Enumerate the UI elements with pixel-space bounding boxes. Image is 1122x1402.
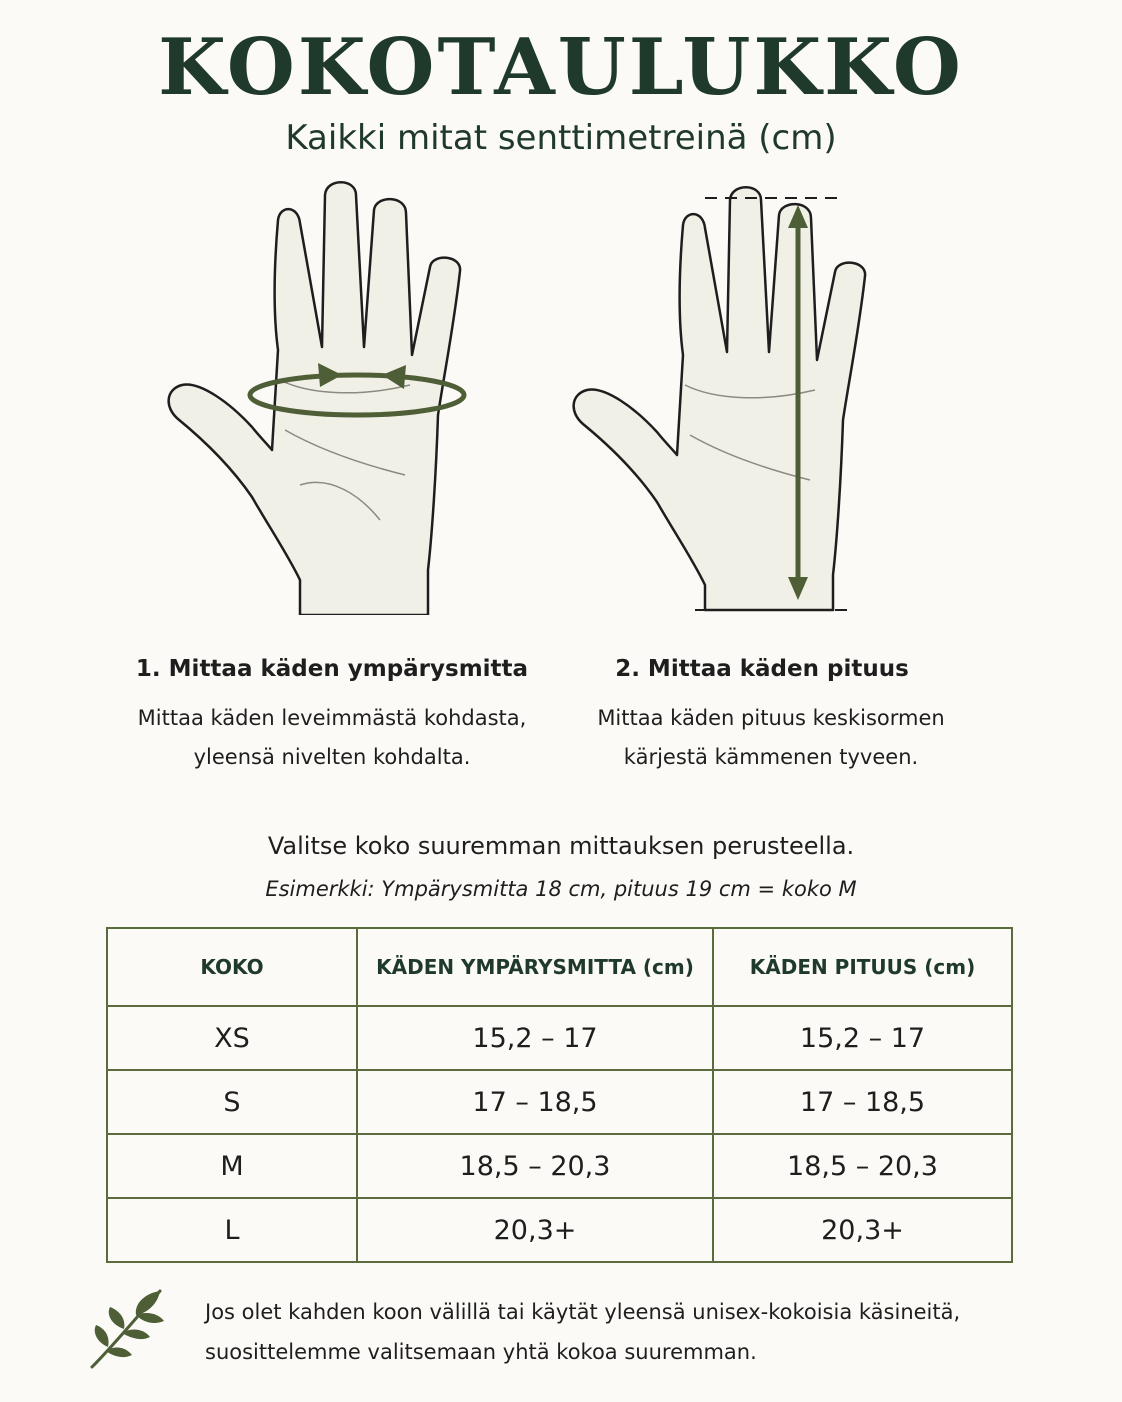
circumference-cell: 17 – 18,5 xyxy=(357,1070,713,1134)
step1-title: 1. Mittaa käden ympärysmitta xyxy=(135,656,529,682)
step1-desc xyxy=(112,699,552,777)
header-length: KÄDEN PITUUS (cm) xyxy=(713,928,1012,1006)
step2-desc-line2: kärjestä kämmenen tyveen. xyxy=(623,745,919,769)
step2-title: 2. Mittaa käden pituus xyxy=(615,656,909,682)
length-cell: 18,5 – 20,3 xyxy=(713,1134,1012,1198)
example-text: Esimerkki: Ympärysmitta 18 cm, pituus 19 cm = koko M xyxy=(265,877,857,901)
advice-text: Valitse koko suuremman mittauksen perusteella. xyxy=(267,832,855,860)
step1-desc-line2: yleensä nivelten kohdalta. xyxy=(193,745,471,769)
circumference-cell: 15,2 – 17 xyxy=(357,1006,713,1070)
size-cell: M xyxy=(107,1134,357,1198)
table-row xyxy=(107,1198,1012,1262)
size-cell: S xyxy=(107,1070,357,1134)
header-size: KOKO xyxy=(107,928,357,1006)
circumference-cell: 18,5 – 20,3 xyxy=(357,1134,713,1198)
size-table xyxy=(106,927,1013,1263)
step2-desc xyxy=(551,699,991,777)
step1-desc-line1: Mittaa käden leveimmästä kohdasta, xyxy=(137,706,527,730)
table-header-row xyxy=(107,928,1012,1006)
step2-desc-line1: Mittaa käden pituus keskisormen xyxy=(597,706,945,730)
note-line2: suosittelemme valitsemaan yhtä kokoa suuremman. xyxy=(205,1340,757,1364)
note-line1: Jos olet kahden koon välillä tai käytät yleensä unisex-kokoisia käsineitä, xyxy=(205,1300,961,1324)
hand-length-icon xyxy=(565,180,885,620)
hand-circumference-icon xyxy=(160,175,480,615)
length-cell: 15,2 – 17 xyxy=(713,1006,1012,1070)
header-circumference: KÄDEN YMPÄRYSMITTA (cm) xyxy=(357,928,713,1006)
leaf-icon xyxy=(84,1285,168,1370)
table-row xyxy=(107,1134,1012,1198)
table-row xyxy=(107,1006,1012,1070)
page-subtitle: Kaikki mitat senttimetreinä (cm) xyxy=(285,118,837,158)
note-text xyxy=(205,1292,1085,1372)
size-cell: XS xyxy=(107,1006,357,1070)
length-cell: 17 – 18,5 xyxy=(713,1070,1012,1134)
circumference-cell: 20,3+ xyxy=(357,1198,713,1262)
table-row xyxy=(107,1070,1012,1134)
length-cell: 20,3+ xyxy=(713,1198,1012,1262)
page-title: KOKOTAULUKKO xyxy=(158,22,964,113)
size-cell: L xyxy=(107,1198,357,1262)
